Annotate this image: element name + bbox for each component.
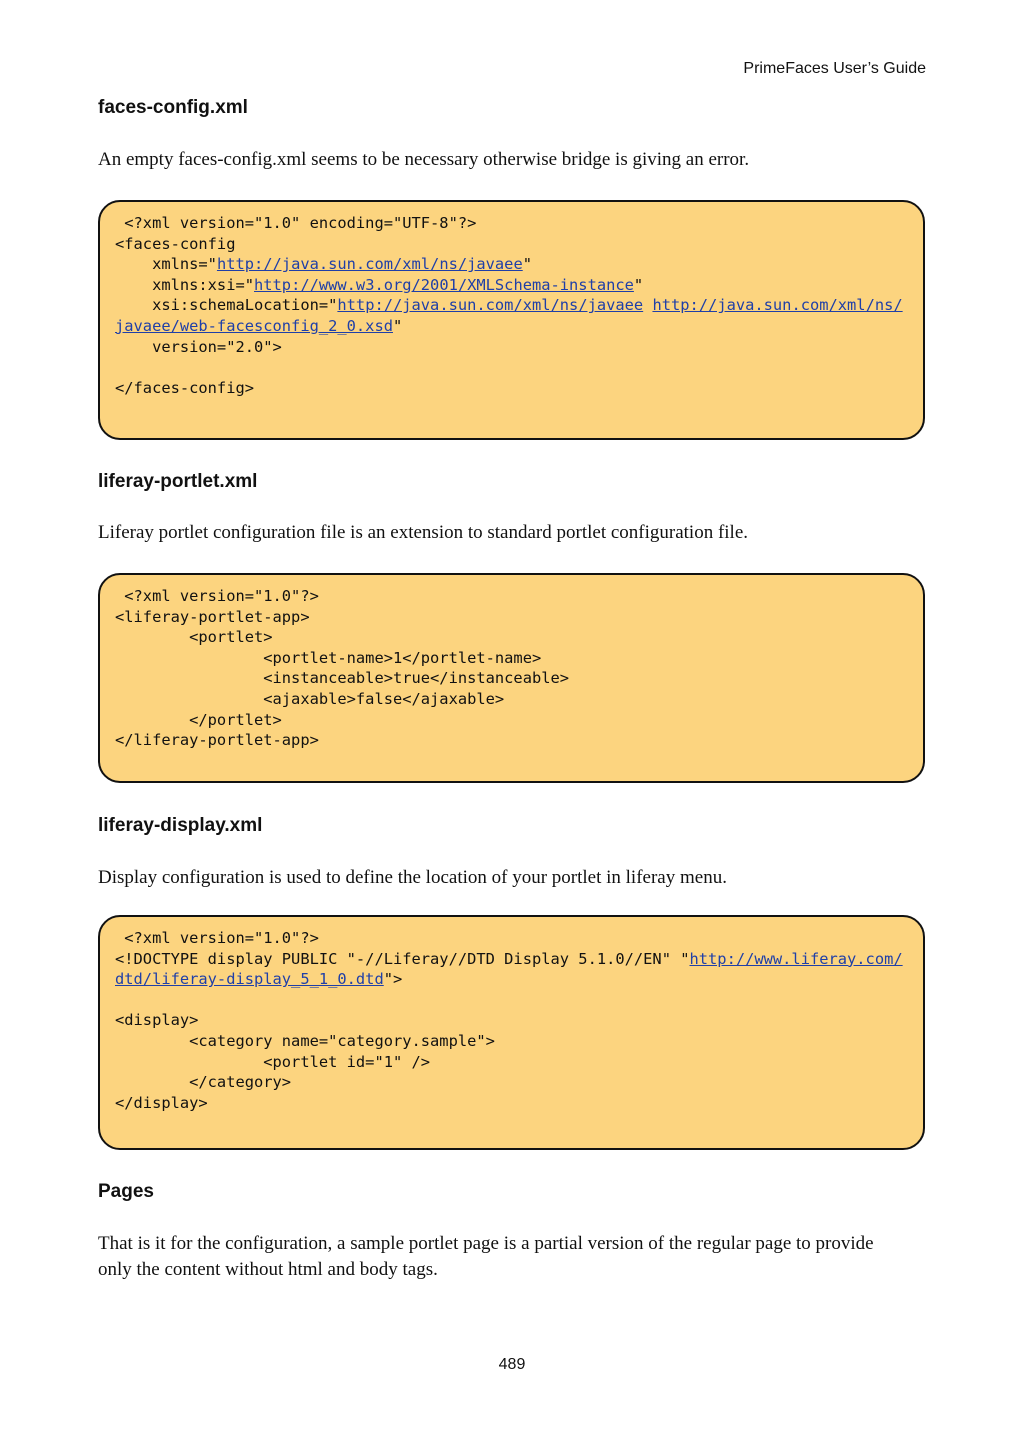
running-header: PrimeFaces User’s Guide: [743, 60, 926, 77]
section-liferay-portlet: [98, 471, 925, 493]
code-line: xmlns="http://java.sun.com/xml/ns/javaee": [115, 255, 532, 274]
code-link[interactable]: http://java.sun.com/xml/ns/javaee: [216, 255, 523, 274]
code-link[interactable]: http://java.sun.com/xml/ns/javaee: [337, 296, 644, 315]
code-line: <ajaxable>false</ajaxable>: [115, 689, 505, 708]
code-line: xmlns:xsi="http://www.w3.org/2001/XMLSchema-instance": [115, 275, 644, 294]
section-liferay-display: [98, 815, 925, 837]
code-link[interactable]: dtd/liferay-display_5_1_0.dtd: [115, 970, 384, 989]
code-line: <instanceable>true</instanceable>: [115, 669, 570, 688]
section-pages: [98, 1181, 925, 1203]
paragraph: That is it for the configuration, a sample portlet page is a partial version of the regular page to provide only the content without html and body tags.: [98, 1233, 874, 1280]
liferay-portlet-description: [98, 520, 925, 546]
code-line: <faces-config: [115, 234, 236, 253]
code-line: <?xml version="1.0"?>: [115, 929, 319, 947]
section-faces-config: [98, 97, 925, 119]
heading-liferay-portlet: liferay-portlet.xml: [98, 471, 258, 492]
code-line: [115, 357, 909, 378]
code-block-faces-config: [98, 200, 925, 440]
code-line: </faces-config>: [115, 378, 254, 397]
code-link[interactable]: http://www.w3.org/2001/XMLSchema-instance: [254, 275, 634, 294]
code-line: [115, 990, 909, 1011]
code-line: </category>: [115, 1073, 292, 1092]
code-link[interactable]: javaee/web-facesconfig_2_0.xsd: [115, 316, 393, 335]
code-block-liferay-display: [98, 915, 925, 1150]
liferay-display-description: [98, 865, 925, 891]
code-line: <category name="category.sample">: [115, 1031, 495, 1050]
code-line: </display>: [115, 1093, 208, 1112]
code-line: <display>: [115, 1011, 199, 1030]
code-line: <portlet>: [115, 628, 273, 647]
paragraph: Liferay portlet configuration file is an extension to standard portlet configuration file.: [98, 522, 749, 543]
paragraph: An empty faces-config.xml seems to be necessary otherwise bridge is giving an error.: [98, 149, 750, 170]
code-link[interactable]: http://java.sun.com/xml/ns/: [652, 296, 903, 315]
code-link[interactable]: http://www.liferay.com/: [689, 949, 903, 968]
heading-pages: Pages: [98, 1181, 154, 1202]
pages-description: [98, 1231, 898, 1283]
code-line: <!DOCTYPE display PUBLIC "-//Liferay//DTD Display 5.1.0//EN" "http://www.liferay.com/: [115, 949, 903, 968]
code-line: <liferay-portlet-app>: [115, 607, 310, 626]
code-line: <portlet id="1" />: [115, 1052, 431, 1071]
code-line: <?xml version="1.0"?>: [115, 587, 319, 605]
code-line: <?xml version="1.0" encoding="UTF-8"?>: [115, 214, 477, 232]
heading-liferay-display: liferay-display.xml: [98, 815, 263, 836]
paragraph: Display configuration is used to define the location of your portlet in liferay menu.: [98, 867, 727, 888]
code-line: dtd/liferay-display_5_1_0.dtd">: [115, 970, 403, 989]
code-line: </liferay-portlet-app>: [115, 731, 319, 750]
code-line: </portlet>: [115, 710, 282, 729]
code-line: javaee/web-facesconfig_2_0.xsd": [115, 316, 403, 335]
code-line: version="2.0">: [115, 337, 282, 356]
code-block-liferay-portlet: [98, 573, 925, 783]
page-number: 489: [498, 1356, 526, 1373]
faces-config-description: [98, 147, 925, 173]
code-line: <portlet-name>1</portlet-name>: [115, 648, 542, 667]
code-line: xsi:schemaLocation="http://java.sun.com/xml/ns/javaee http://java.sun.com/xml/ns/: [115, 296, 903, 315]
heading-faces-config: faces-config.xml: [98, 97, 248, 118]
